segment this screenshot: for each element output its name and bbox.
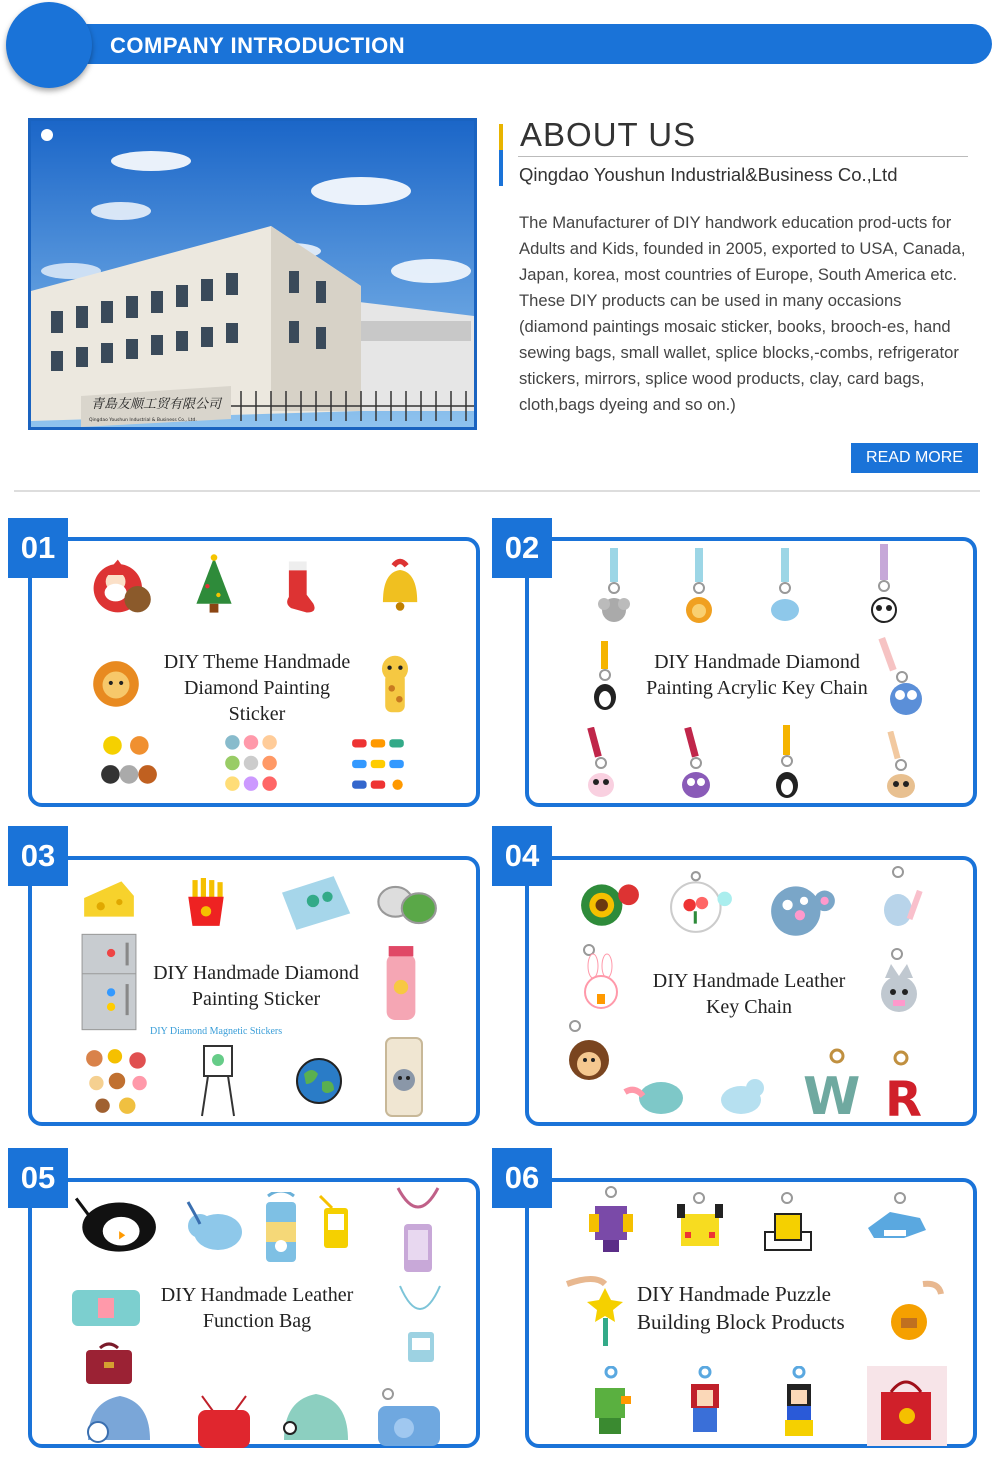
phone-bag-icon — [258, 1192, 304, 1266]
about-accent-bar — [499, 124, 503, 186]
koala-keychain-icon — [594, 547, 634, 629]
product-number-badge: 05 — [8, 1148, 68, 1208]
flower-keychain-icon — [669, 870, 735, 936]
product-card-04[interactable] — [525, 856, 977, 1126]
elephant-pouch-icon — [182, 1196, 246, 1256]
notebook-sticker-icon — [270, 872, 356, 934]
purple-owl-keychain-icon — [674, 727, 718, 801]
dinosaur-pixel-keychain-icon — [585, 1366, 637, 1442]
lanyard-phone-bag-icon — [392, 1186, 444, 1276]
star-wand-keychain-icon — [565, 1274, 631, 1348]
cow-keychain-icon — [877, 864, 929, 938]
pink-owl-keychain-icon — [581, 727, 621, 801]
stocking-sticker-icon — [280, 559, 320, 615]
fries-sticker-icon — [182, 878, 230, 928]
product-number-badge: 04 — [492, 826, 552, 886]
product-number-badge: 02 — [492, 518, 552, 578]
water-bottle-sticker-icon — [372, 944, 430, 1022]
green-purse-icon — [270, 1388, 356, 1448]
about-divider — [518, 156, 968, 157]
product-06-title: DIY Handmade Puzzle Building Block Products — [637, 1282, 845, 1334]
cheese-sticker-icon — [80, 874, 138, 924]
photo-sign-chinese: 青島友顺工贸有限公司 — [91, 397, 222, 412]
dragon-pixel-keychain-icon — [581, 1186, 641, 1260]
about-paragraph-2: These DIY products can be used in many occasions (diamond paintings mosaic sticker, books, brooch-es, hand sewing bags, small wallet, splice blocks,-combs, refrigerator stickers, mirrors, splice wood products, clay, card bags, cloth,bags dyeing and so on.) — [519, 291, 959, 414]
animal-stickers-set-icon — [98, 731, 160, 793]
about-paragraph-1: The Manufacturer of DIY handwork education prod-ucts for Adults and Kids, founded in 2005, exported to USA, Canada, Japan, korea, most countries of Europe, South America etc. — [519, 213, 966, 284]
company-building-photo — [28, 118, 477, 430]
product-03-title: DIY Handmade Diamond Painting Sticker — [153, 962, 359, 1010]
section-title: COMPANY INTRODUCTION — [110, 33, 406, 58]
product-card-02[interactable] — [525, 537, 977, 807]
about-title: ABOUT US — [520, 116, 697, 153]
phone-case-sticker-icon — [382, 1036, 426, 1118]
red-crossbody-bag-icon — [188, 1388, 260, 1450]
product-02-title: DIY Handmade Diamond Painting Acrylic Key Chain — [646, 651, 868, 699]
photo-sign-english: Qingdao Youshun Industrial & Business Co., Ltd. — [89, 418, 197, 423]
letter-w-keychain-icon — [797, 1048, 867, 1120]
photo-corner-dot — [41, 129, 53, 141]
penguin-keychain-icon — [587, 641, 623, 713]
cat-keychain-icon — [879, 731, 923, 801]
red-gift-bag-icon — [867, 1366, 947, 1446]
header-circle-decoration — [6, 2, 92, 88]
snow-white-pixel-keychain-icon — [773, 1366, 825, 1444]
dog-leather-keychain-icon — [711, 1068, 771, 1120]
product-card-05[interactable] — [28, 1178, 480, 1448]
svg-text:W: W — [803, 1067, 861, 1120]
letter-r-keychain-icon — [881, 1050, 933, 1122]
company-name: Qingdao Youshun Industrial&Business Co.,Ltd — [519, 164, 898, 185]
monkey-keychain-icon — [563, 1020, 617, 1090]
santa-sticker-icon — [87, 553, 153, 619]
product-number-badge: 03 — [8, 826, 68, 886]
product-04-title: DIY Handmade Leather Key Chain — [652, 970, 846, 1018]
product-number-badge: 01 — [8, 518, 68, 578]
about-body — [519, 210, 974, 418]
owl-keychain-icon — [874, 637, 930, 721]
badge-holder-icon — [396, 1282, 444, 1364]
product-05-title: DIY Handmade Leather Function Bag — [160, 1284, 354, 1332]
animal-faces-stickers-icon — [220, 731, 282, 795]
penguin-keychain-2-icon — [767, 725, 807, 801]
product-card-03[interactable] — [28, 856, 480, 1126]
elephant-keychain-icon — [765, 547, 805, 629]
product-03-subtitle: DIY Diamond Magnetic Stickers — [150, 1026, 283, 1037]
read-more-button[interactable]: READ MORE — [851, 443, 978, 473]
easel-sticker-icon — [198, 1042, 238, 1118]
shark-pixel-keychain-icon — [864, 1192, 930, 1252]
blossom-keychain-icon — [767, 874, 839, 940]
product-01-title: DIY Theme Handmade Diamond Painting Sticker — [163, 651, 351, 725]
panda-keychain-icon — [864, 543, 904, 629]
rabbit-keychain-icon — [577, 944, 625, 1014]
mirror-sticker-icon — [372, 876, 438, 934]
vehicle-stickers-icon — [348, 733, 410, 795]
sunflower-keychain-icon — [579, 874, 641, 930]
pikachu-pixel-keychain-icon — [669, 1192, 731, 1254]
product-card-06[interactable] — [525, 1178, 977, 1448]
svg-text:R: R — [885, 1072, 922, 1122]
fridge-magnet-icon — [80, 932, 138, 1032]
product-card-01[interactable] — [28, 537, 480, 807]
egg-pixel-keychain-icon — [757, 1192, 819, 1258]
bell-sticker-icon — [372, 555, 426, 615]
cat-leather-keychain-icon — [875, 948, 927, 1022]
red-satchel-icon — [82, 1340, 136, 1388]
lion-keychain-icon — [679, 547, 719, 629]
christmas-tree-sticker-icon — [192, 553, 236, 615]
blue-purse-icon — [68, 1388, 158, 1448]
section-divider — [14, 490, 980, 492]
card-holder-icon — [314, 1194, 354, 1256]
elephant-leather-keychain-icon — [621, 1068, 687, 1120]
penguin-pouch-icon — [68, 1192, 160, 1256]
globe-sticker-icon — [294, 1056, 344, 1106]
food-stickers-icon — [82, 1046, 154, 1116]
girl-pixel-keychain-icon — [679, 1366, 731, 1444]
product-number-badge: 06 — [492, 1148, 552, 1208]
bear-wallet-icon — [372, 1388, 446, 1450]
